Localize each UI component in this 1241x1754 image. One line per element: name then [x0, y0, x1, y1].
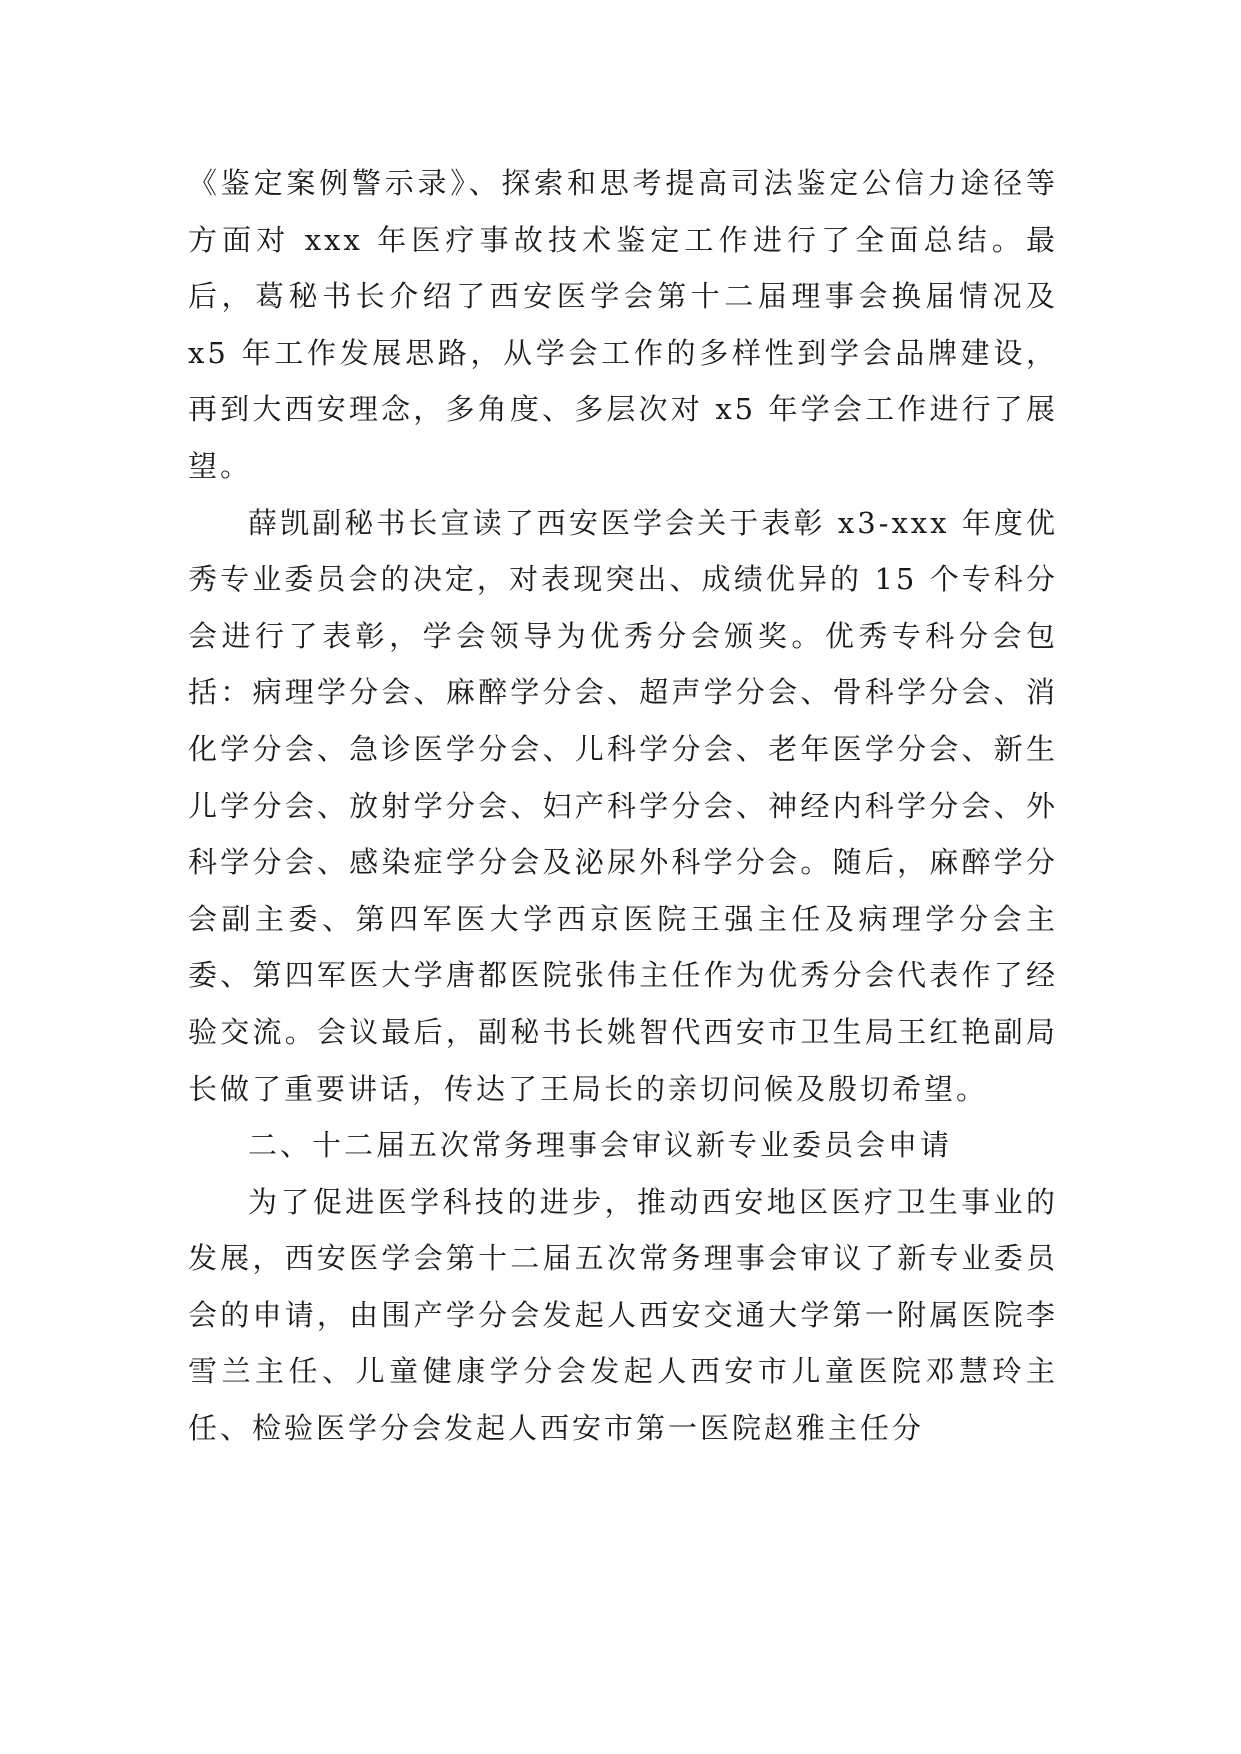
section-heading: 二、十二届五次常务理事会审议新专业委员会申请: [248, 1128, 953, 1163]
document-body: [188, 155, 1058, 1457]
paragraph-new-committees: 为了促进医学科技的进步，推动西安地区医疗卫生事业的发展，西安医学会第十二届五次常务理事会审议了新专业委员会的申请，由围产学分会发起人西安交通大学第一附属医院李雪兰主任、儿童健康学分会发起人西安市儿童医院邓慧玲主任、检验医学分会发起人西安市第一医院赵雅主任分: [188, 1184, 1058, 1446]
paragraph-awards: 薛凯副秘书长宣读了西安医学会关于表彰 x3-xxx 年度优秀专业委员会的决定，对表现突出、成绩优异的 15 个专科分会进行了表彰，学会领导为优秀分会颁奖。优秀专科分会包括：病理学分会、麻醉学分会、超声学分会、骨科学分会、消化学分会、急诊医学分会、儿科学分会、老年医学分会、新生儿学分会、放射学分会、妇产科学分会、神经内科学分会、外科学分会、感染症学分会及泌尿外科学分会。随后，麻醉学分会副主委、第四军医大学西京医院王强主任及病理学分会主委、第四军医大学唐都医院张伟主任作为优秀分会代表作了经验交流。会议最后，副秘书长姚智代西安市卫生局王红艳副局长做了重要讲话，传达了王局长的亲切问候及殷切希望。: [188, 505, 1058, 1106]
paragraph-summary: 《鉴定案例警示录》、探索和思考提高司法鉴定公信力途径等方面对 xxx 年医疗事故技术鉴定工作进行了全面总结。最后，葛秘书长介绍了西安医学会第十二届理事会换届情况及 x5 年工作发展思路，从学会工作的多样性到学会品牌建设，再到大西安理念，多角度、多层次对 x5 年学会工作进行了展望。: [188, 166, 1058, 483]
